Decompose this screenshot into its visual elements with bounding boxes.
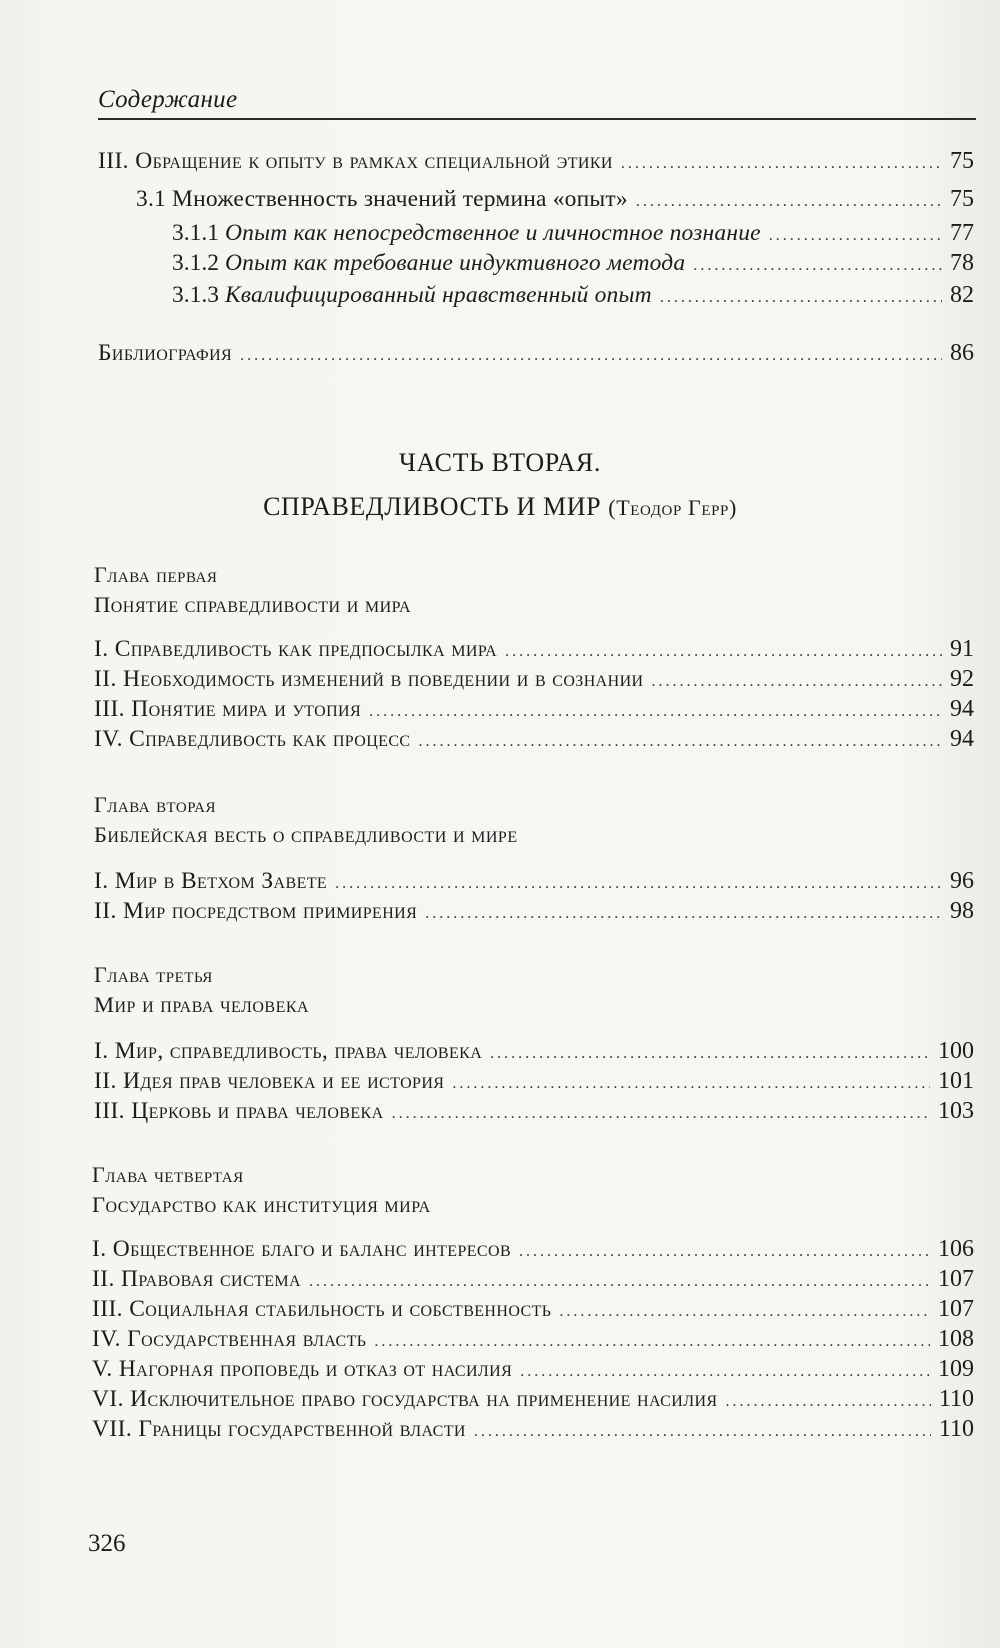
running-header — [98, 86, 976, 120]
toc-entry[interactable] — [92, 1354, 974, 1387]
part-number: ЧАСТЬ ВТОРАЯ. — [399, 448, 601, 477]
toc-entry[interactable] — [94, 896, 974, 929]
toc-entry[interactable] — [94, 866, 974, 899]
chapter-3-title: Мир и права человека — [94, 992, 310, 1017]
toc-entry-page: 110 — [938, 1386, 974, 1412]
toc-entry-3-1-2[interactable] — [172, 248, 974, 281]
part-author: (Теодор Герр) — [608, 495, 737, 520]
leader-dots — [240, 338, 942, 371]
chapter-4-title: Государство как институция мира — [92, 1192, 431, 1217]
toc-entry-page: 98 — [950, 898, 974, 924]
toc-entry[interactable] — [92, 1414, 974, 1447]
toc-entry-page: 110 — [938, 1416, 974, 1442]
toc-entry-label: II. Идея прав человека и ее история — [94, 1068, 445, 1094]
leader-dots — [621, 146, 942, 179]
chapter-1-label: Глава первая — [94, 562, 218, 587]
toc-entry-page: 109 — [938, 1356, 974, 1382]
leader-dots — [374, 1324, 930, 1357]
toc-entry-label: I. Мир в Ветхом Завете — [94, 868, 328, 894]
toc-entry-page: 94 — [950, 696, 974, 722]
toc-entry-label: III. Церковь и права человека — [94, 1098, 384, 1124]
leader-dots — [652, 664, 942, 697]
leader-dots — [660, 280, 942, 313]
chapter-1-title: Понятие справедливости и мира — [94, 592, 412, 617]
chapter-3-label: Глава третья — [94, 962, 213, 987]
part-title: СПРАВЕДЛИВОСТЬ И МИР — [263, 492, 602, 521]
toc-entry-number: 3.1.3 — [172, 282, 219, 308]
toc-entry[interactable] — [92, 1294, 974, 1327]
toc-entry-label: Квалифицированный нравственный опыт — [225, 282, 652, 308]
toc-entry-page: 86 — [950, 340, 974, 366]
toc-entry-page: 75 — [950, 148, 974, 174]
toc-entry-page: 106 — [938, 1236, 974, 1262]
leader-dots — [369, 694, 942, 727]
toc-entry-label: IV. Справедливость как процесс — [94, 726, 411, 752]
toc-entry-3-1-3[interactable] — [172, 280, 974, 313]
toc-entry-number: 3.1.2 — [172, 250, 219, 276]
toc-entry-label: 3.1 Множественность значений термина «опыт» — [136, 186, 628, 212]
leader-dots — [636, 184, 942, 217]
toc-entry-label: II. Правовая система — [92, 1266, 301, 1292]
toc-entry[interactable] — [94, 634, 974, 667]
toc-entry-number: 3.1.1 — [172, 220, 219, 246]
leader-dots — [769, 218, 942, 251]
toc-entry-page: 77 — [950, 220, 974, 246]
toc-entry-page: 91 — [950, 636, 974, 662]
page-number: 326 — [88, 1530, 126, 1557]
toc-entry[interactable] — [92, 1264, 974, 1297]
toc-entry-label: II. Мир посредством примирения — [94, 898, 418, 924]
leader-dots — [392, 1096, 930, 1129]
leader-dots — [425, 896, 942, 929]
toc-entry[interactable] — [92, 1324, 974, 1357]
toc-entry-label: II. Необходимость изменений в поведении и в сознании — [94, 666, 644, 692]
toc-entry-label: III. Понятие мира и утопия — [94, 696, 362, 722]
toc-entry-label: Опыт как требование индуктивного метода — [225, 250, 686, 276]
toc-entry-page: 92 — [950, 666, 974, 692]
leader-dots — [309, 1264, 930, 1297]
toc-entry-page: 103 — [938, 1098, 974, 1124]
toc-entry[interactable] — [94, 1066, 974, 1099]
chapter-2-title: Библейская весть о справедливости и мире — [94, 822, 518, 847]
toc-entry-page: 94 — [950, 726, 974, 752]
leader-dots — [335, 866, 942, 899]
toc-entry-label: VI. Исключительное право государства на применение насилия — [92, 1386, 718, 1412]
toc-entry-label: IV. Государственная власть — [92, 1326, 367, 1352]
leader-dots — [419, 724, 943, 757]
toc-entry-page: 75 — [950, 186, 974, 212]
part-title-line1 — [0, 448, 1000, 478]
toc-entry-label: VII. Границы государственной власти — [92, 1416, 466, 1442]
toc-entry-label: Опыт как непосредственное и личностное познание — [225, 220, 761, 246]
toc-entry-page: 101 — [938, 1068, 974, 1094]
toc-entry-page: 108 — [938, 1326, 974, 1352]
leader-dots — [474, 1414, 931, 1447]
toc-entry-page: 107 — [938, 1266, 974, 1292]
toc-entry[interactable] — [92, 1384, 974, 1417]
header-title: Содержание — [98, 86, 238, 113]
toc-entry-page: 96 — [950, 868, 974, 894]
toc-entry-label: III. Обращение к опыту в рамках специальной этики — [98, 148, 613, 174]
toc-entry[interactable] — [94, 694, 974, 727]
toc-entry-label: I. Мир, справедливость, права человека — [94, 1038, 483, 1064]
toc-entry-label: III. Социальная стабильность и собственность — [92, 1296, 552, 1322]
leader-dots — [520, 1354, 930, 1387]
toc-entry-3-1-1[interactable] — [172, 218, 974, 251]
leader-dots — [490, 1036, 930, 1069]
toc-entry-page: 107 — [938, 1296, 974, 1322]
toc-entry-label: Библиография — [98, 340, 233, 366]
toc-entry-page: 78 — [950, 250, 974, 276]
toc-entry-page: 82 — [950, 282, 974, 308]
toc-entry-bibliography[interactable] — [98, 338, 974, 371]
leader-dots — [452, 1066, 930, 1099]
toc-entry-3-1[interactable] — [136, 184, 974, 217]
toc-entry[interactable] — [92, 1234, 974, 1267]
toc-entry[interactable] — [94, 664, 974, 697]
toc-entry[interactable] — [94, 1096, 974, 1129]
toc-entry[interactable] — [94, 724, 974, 757]
leader-dots — [559, 1294, 930, 1327]
chapter-4-label: Глава четвертая — [92, 1162, 244, 1187]
toc-entry-section-3[interactable] — [98, 146, 974, 179]
toc-entry-label: I. Справедливость как предпосылка мира — [94, 636, 498, 662]
toc-entry-label: I. Общественное благо и баланс интересов — [92, 1236, 512, 1262]
part-title-line2 — [0, 492, 1000, 522]
chapter-2-label: Глава вторая — [94, 792, 216, 817]
toc-entry-page: 100 — [938, 1038, 974, 1064]
leader-dots — [519, 1234, 930, 1267]
leader-dots — [505, 634, 942, 667]
toc-entry[interactable] — [94, 1036, 974, 1069]
leader-dots — [725, 1384, 930, 1417]
leader-dots — [693, 248, 942, 281]
toc-entry-label: V. Нагорная проповедь и отказ от насилия — [92, 1356, 513, 1382]
